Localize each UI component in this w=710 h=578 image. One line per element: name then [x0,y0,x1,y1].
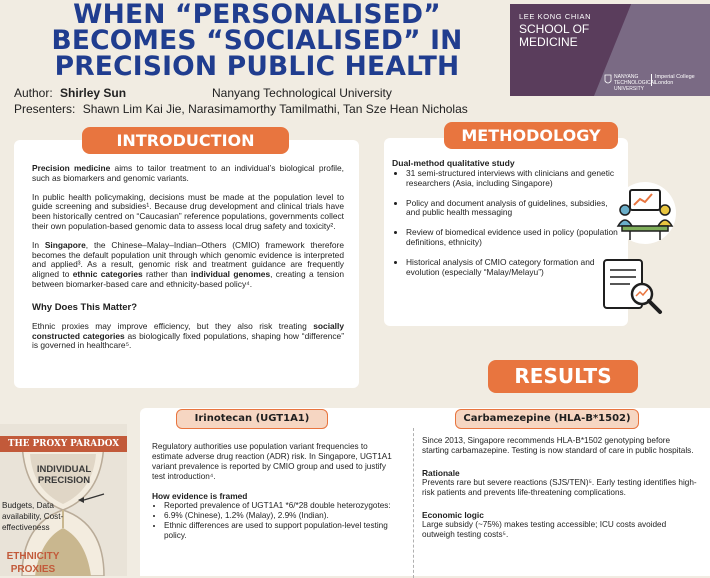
meeting-icon [610,180,680,246]
title-line-1: WHEN “PERSONALISED” [73,0,441,30]
author-line [14,86,126,100]
irinotecan-framed-heading: How evidence is framed [152,491,248,501]
logo-line1: LEE KONG CHIAN [519,12,592,21]
irinotecan-paragraph: Regulatory authorities use population variant frequencies to estimate adverse drug reaction (ADR) risk. In Singapore, UGT1A1 variant prevalence is reported by CMIO group and used to justify test introduction⁴. [152,442,392,481]
carbamazepine-column [422,436,698,540]
proxy-top-label: INDIVIDUAL PRECISION [36,464,92,486]
results-card [140,408,710,576]
irinotecan-list [152,501,398,541]
imperial-logo-text: Imperial College London [651,74,695,86]
irinotecan-heading: Irinotecan (UGT1A1) [176,409,328,429]
intro-paragraph-3: In Singapore, the Chinese–Malay–Indian–Others (CMIO) framework therefore becomes the default population unit through which genomic evidence is interpreted and applied³. As a result, genomic risk and treatment guidance are frequently aligned to ethnic categories rather than individual genomes, creating a tension between biomarker-based care and ethnicity-based policy⁴. [32,239,344,289]
proxy-side-label: Budgets, Data availability, Cost-effectiveness [2,501,64,532]
presenters-label: Presenters: [14,102,76,116]
introduction-body [32,164,344,351]
lkc-medicine-logo [510,4,710,96]
document-analysis-icon [594,256,666,318]
methodology-item: • 31 semi-structured interviews with clinicians and genetic researchers (Asia, including Singapore) [406,169,620,189]
irinotecan-column [152,442,398,541]
affiliation: Nanyang Technological University [212,86,392,100]
economic-logic-heading: Economic logic [422,510,484,520]
presenters-line [14,102,468,116]
poster-title [18,2,496,80]
logo-line2 [519,23,589,49]
results-divider [413,428,414,578]
proxy-paradox-title: THE PROXY PARADOX [0,436,127,452]
irinotecan-item: • 6.9% (Chinese), 1.2% (Malay), 2.9% (Indian). [164,511,398,521]
results-heading: RESULTS [488,360,638,393]
methodology-item: • Historical analysis of CMIO category formation and evolution (especially “Malay/Melayu”) [406,258,620,278]
intro-paragraph-2: In public health policymaking, decisions must be made at the population level to guide screening and subsidies¹. Because drug development and clinical trials have been historically centred on “Caucasian” reference populations, governments collect their own population-based genomic data to assess local drug safety and toxicity². [32,191,344,231]
proxy-paradox-graphic [0,424,127,576]
introduction-heading: INTRODUCTION [82,127,289,154]
proxy-bottom-label: ETHNICITY PROXIES [6,551,60,575]
rationale-heading: Rationale [422,468,460,478]
methodology-item: • Review of biomedical evidence used in policy (population definitions, ethnicity) [406,228,620,248]
title-line-2: BECOMES “SOCIALISED” IN [51,25,463,56]
methodology-card [384,138,628,326]
methodology-list [394,169,620,287]
carbamazepine-paragraph: Since 2013, Singapore recommends HLA-B*1502 genotyping before starting carbamazepine. Testing is now standard of care in public hospitals. [422,436,694,455]
irinotecan-item: • Reported prevalence of UGT1A1 *6/*28 double heterozygotes: [164,501,398,511]
logo-line2a: SCHOOL OF [519,22,590,36]
introduction-card [14,140,359,388]
methodology-heading: METHODOLOGY [444,122,618,149]
ntu-crest-icon [604,74,612,86]
author-name: Shirley Sun [60,86,127,100]
ntu-logo-text: NANYANG TECHNOLOGICAL UNIVERSITY [614,74,657,92]
carbamazepine-heading: Carbamezepine (HLA-B*1502) [455,409,639,429]
methodology-item: • Policy and document analysis of guidelines, subsidies, and public health messaging [406,199,620,219]
why-heading: Why Does This Matter? [32,301,138,313]
irinotecan-item: • Ethnic differences are used to support population-level testing policy. [164,521,398,541]
why-paragraph: Ethnic proxies may improve efficiency, but they also risk treating socially constructed categories as biologically fixed populations, shaping how “difference” is governed in healthcare⁵. [32,320,344,351]
economic-logic-text: Large subsidy (~75%) makes testing accessible; ICU costs avoided outweigh testing costs⁵. [422,520,667,539]
presenters-names: Shawn Lim Kai Jie, Narasimamorthy Tamilmathi, Tan Sze Hean Nicholas [82,102,468,116]
methodology-subheading: Dual-method qualitative study [392,158,515,168]
author-label: Author: [14,86,53,100]
rationale-text: Prevents rare but severe reactions (SJS/TEN)⁵. Early testing identifies high-risk patients and prevents life-threatening complications. [422,478,697,497]
logo-line2b: MEDICINE [519,35,578,49]
title-line-3: PRECISION PUBLIC HEALTH [54,51,460,82]
intro-paragraph-1: Precision medicine aims to tailor treatment to an individual’s biological profile, such as biomarkers and genomic variants. [32,163,345,183]
